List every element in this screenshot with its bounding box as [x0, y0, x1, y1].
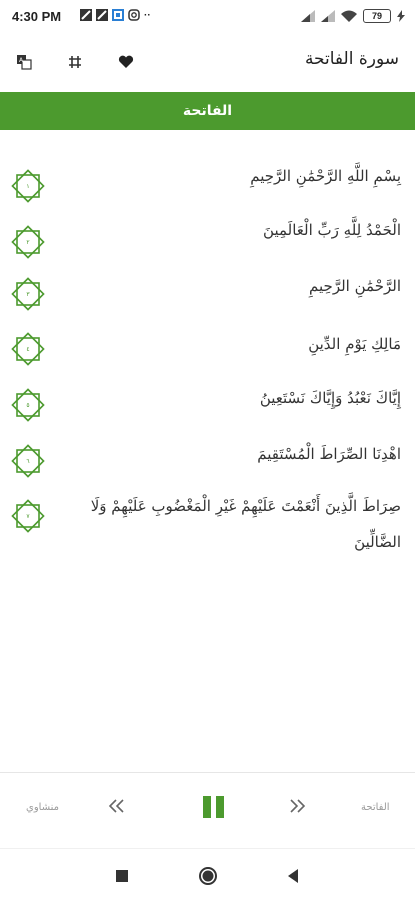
verse-text: الْحَمْدُ لِلَّهِ رَبِّ الْعَالَمِينَ: [263, 221, 401, 239]
favorite-button[interactable]: [114, 50, 138, 74]
verse-number-marker[interactable]: [8, 329, 48, 369]
status-bar: [0, 0, 415, 34]
charging-icon: [397, 10, 405, 22]
battery-indicator: 79: [363, 9, 391, 23]
verse-text: صِرَاطَ الَّذِينَ أَنْعَمْتَ عَلَيْهِمْ غَيْرِ الْمَغْضُوبِ عَلَيْهِمْ وَلَا الضَّالِّينَ: [90, 497, 401, 551]
notification-app-icon: [80, 9, 92, 21]
status-right: [301, 9, 405, 23]
pause-button[interactable]: [203, 796, 225, 818]
signal-icon: [301, 10, 315, 22]
verse-number-marker[interactable]: [8, 222, 48, 262]
verse-number-marker[interactable]: [8, 385, 48, 425]
status-time: 4:30 PM: [12, 9, 62, 24]
back-button[interactable]: [282, 865, 304, 887]
pause-icon-bar: [216, 796, 224, 818]
notification-app-icon: [112, 9, 124, 21]
svg-text:A: A: [19, 57, 24, 64]
more-notifications-icon: ··: [144, 9, 151, 21]
verse-number-marker[interactable]: [8, 274, 48, 314]
verse-number: ١: [26, 182, 30, 190]
grid-icon: [68, 55, 82, 69]
wifi-icon: [341, 10, 357, 22]
verse-number: ٤: [26, 345, 30, 353]
rewind-icon[interactable]: [104, 795, 128, 817]
app-bar: [0, 34, 415, 92]
signal-icon: [321, 10, 335, 22]
verse-number-marker[interactable]: [8, 441, 48, 481]
verse-text: مَالِكِ يَوْمِ الدِّينِ: [308, 335, 401, 353]
instagram-icon: [128, 9, 140, 21]
current-surah-label[interactable]: الفاتحة: [361, 802, 390, 813]
notification-app-icon: [96, 9, 108, 21]
verse-number-marker[interactable]: [8, 496, 48, 536]
home-button[interactable]: [197, 865, 219, 887]
verse-number: ٦: [26, 457, 30, 465]
pause-icon-bar: [203, 796, 211, 818]
verse-number: ٥: [26, 401, 30, 409]
notification-icons: [80, 9, 151, 21]
translate-button[interactable]: [12, 50, 36, 74]
verse-number: ٧: [26, 512, 30, 520]
verse-number: ٢: [26, 238, 30, 246]
fast-forward-icon[interactable]: [286, 795, 310, 817]
verse-number: ٣: [26, 290, 30, 298]
recents-button[interactable]: [111, 865, 133, 887]
page-title: سورة الفاتحة: [304, 49, 399, 69]
audio-player: [0, 772, 415, 848]
verse-text: إِيَّاكَ نَعْبُدُ وَإِيَّاكَ نَسْتَعِينُ: [259, 389, 401, 407]
grid-button[interactable]: [63, 50, 87, 74]
reciter-name[interactable]: منشاوي: [26, 802, 59, 813]
system-navigation-bar: [0, 848, 415, 901]
surah-name: الفاتحة: [182, 103, 233, 119]
verse-text: بِسْمِ اللَّهِ الرَّحْمَٰنِ الرَّحِيمِ: [250, 167, 401, 185]
verse-text: اهْدِنَا الصِّرَاطَ الْمُسْتَقِيمَ: [257, 445, 401, 463]
translate-icon: [16, 54, 32, 70]
surah-header: [0, 92, 415, 130]
verse-text: الرَّحْمَٰنِ الرَّحِيمِ: [309, 277, 401, 295]
verse-number-marker[interactable]: [8, 166, 48, 206]
heart-icon: [118, 55, 134, 69]
